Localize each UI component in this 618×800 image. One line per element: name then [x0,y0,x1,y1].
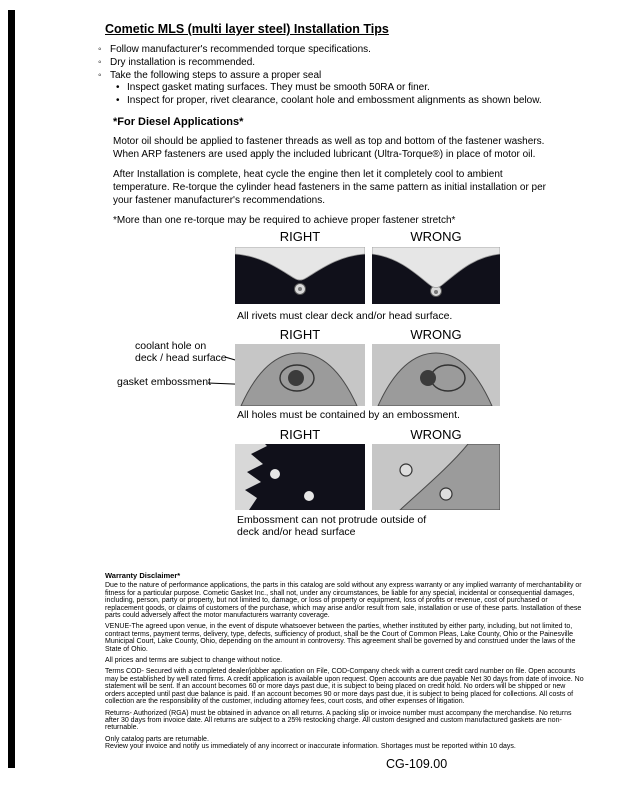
coolant-hole-label: coolant hole on deck / head surface [135,340,227,364]
left-edge-bar [8,10,15,768]
warranty-paragraph: Review your invoice and notify us immediately of any incorrect or inaccurate information. Shortages must be reported within 10 days. [105,743,516,751]
tip-text: Take the following steps to assure a proper seal [110,69,322,81]
warranty-section [105,572,587,755]
dot-bullet-icon: • [116,82,120,94]
tip-item [98,44,584,57]
tips-list [98,44,584,108]
retorque-note: *More than one re-torque may be required to achieve proper fastener stretch* [113,215,456,226]
rivet-right-diagram [235,247,365,304]
row1-caption: All rivets must clear deck and/or head surface. [237,310,453,322]
right-label-row3: RIGHT [279,427,321,442]
protrusion-right-diagram [235,444,365,510]
wrong-label-row2: WRONG [410,327,462,342]
rivet-wrong-diagram [372,247,500,304]
wrong-label-row3: WRONG [410,427,462,442]
diesel-paragraph: Motor oil should be applied to fastener threads as well as top and bottom of the fastener washers. When ARP fasteners are used apply the included lubricant (Ultra-Torque®) in place of motor oil. [113,136,545,160]
right-label-row2: RIGHT [279,327,321,342]
footer-code: CG-109.00 [386,757,448,771]
embossment-right-diagram [235,344,365,406]
tip-text: Inspect gasket mating surfaces. They must be smooth 50RA or finer. [127,82,430,94]
tip-text: Inspect for proper, rivet clearance, coolant hole and embossment alignments as shown below. [127,95,542,107]
warranty-heading: Warranty Disclaimer* [105,571,181,580]
tip-text: Dry installation is recommended. [110,56,256,68]
warranty-paragraph: VENUE-The agreed upon venue, in the event of dispute whatsoever between the parties, whether instituted by either party, including, but not limited to, contract terms, payment terms, delivery, type, defects, sufficiency of product, shall be the Court of Common Pleas, Lake County, Ohio or the Painesville Municipal Court, Lake County, Ohio, depending on the amount in controversy. This agreement shall be governed by and construed under the laws of the State of Ohio. [105,623,576,653]
diesel-section [113,116,559,234]
warranty-paragraph: Only catalog parts are returnable. [105,735,209,743]
gasket-embossment-label: gasket embossment [117,376,211,388]
dot-bullet-icon: • [116,95,120,107]
diesel-paragraph: After Installation is complete, heat cycle the engine then let it completely cool to ambient temperature. Re-torque the cylinder head fasteners in the same pattern as initial installation or per your fastener manufacturer's recommendations. [113,169,547,206]
protrusion-wrong-diagram [372,444,500,510]
page-title: Cometic MLS (multi layer steel) Installation Tips [105,22,389,36]
right-label-row1: RIGHT [279,229,321,244]
row2-caption: All holes must be contained by an embossment. [237,409,460,421]
warranty-paragraph: Returns- Authorized (RGA) must be obtained in advance on all returns. A packing slip or invoice number must accompany the merchandise. No returns after 30 days from invoice date. All returns are subject to a 25% restocking charge. All custom designed and custom manufactured gaskets are non-returnable. [105,709,572,732]
circle-bullet-icon: ◦ [98,69,102,81]
diesel-heading: *For Diesel Applications* [113,116,244,128]
warranty-paragraph: All prices and terms are subject to change without notice. [105,657,283,665]
embossment-wrong-diagram [372,344,500,406]
tip-subitem [98,82,584,95]
row3-caption: Embossment can not protrude outside of deck and/or head surface [237,514,427,538]
circle-bullet-icon: ◦ [98,56,102,68]
warranty-paragraph: Terms COD- Secured with a completed dealer/jobber application on File, COD-Company check with a current credit card number on file. Open accounts may be established by well rated firms. A credit application is available upon request. Open accounts are due payable Net 30 days from date of invoice. No statement will be sent. If an account becomes 60 or more days past due, it is subject to being placed on credit hold. No orders will be shipped or new orders accepted until past due balance is paid. If an account becomes 90 or more days past due, it is subject to being placed for collections. All costs of collection are the responsibility of the customer, including attorney fees, court costs, and other expenses of litigation. [105,668,584,706]
tip-item [98,70,584,83]
circle-bullet-icon: ◦ [98,44,102,55]
tip-subitem [98,95,584,108]
tip-text: Follow manufacturer's recommended torque specifications. [110,44,371,55]
warranty-paragraph: Due to the nature of performance applications, the parts in this catalog are sold without any express warranty or any implied warranty of merchantability or fitness for a particular purpose. Cometic Gasket Inc., shall not, under any circumstances, be liable for any special, incidental or consequential damages, including, person, party or property, but not limited to, damage, or loss of property or equipment, loss of profits or revenue, cost of purchased or replacement goods, or claims of customers of the purchase, which may arise and/or result from sale, installation or use of these parts. Installation of these parts could adversely affect the motor manufacturers warranty coverage. [105,582,582,620]
tip-item [98,57,584,70]
wrong-label-row1: WRONG [410,229,462,244]
